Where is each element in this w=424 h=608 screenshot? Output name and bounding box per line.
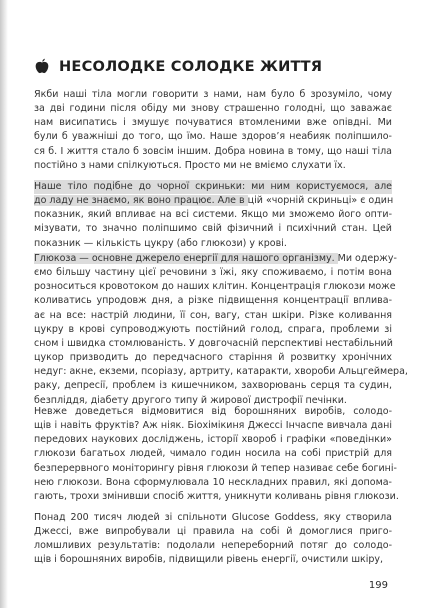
text-line: глюкози багатьох людей, чимало годин носила на собі пристрій для — [34, 448, 392, 460]
text-line: сном і швидка стомлюваність. У довгочасній перспективі нестабільний — [34, 337, 393, 349]
text-line: ся б. І життя стало б зовсім іншим. Добра новина в тому, що наші тіла — [34, 145, 392, 157]
text-line: гають, трохи змінивши спосіб життя, уникнути коливань рівня глюкози. — [34, 490, 399, 502]
text-line: цукру в крові супроводжують постійний голод, спрага, проблеми зі — [34, 323, 392, 335]
page-number: 199 — [368, 580, 388, 591]
text-line: ємо більшу частину цієї речовини з їжі, яку споживаємо, і потім вона — [34, 267, 392, 279]
text-line: щів і навіть фруктів? Аж ніяк. Біохімікиня Джессі Інчаспе вивчала дані — [34, 420, 392, 432]
text-line: раку, депресії, проблем із кишечником, захворювань серця та судин, — [34, 380, 392, 392]
text-line: щів і борошняних виробів, підвищили рівень енергії, очистили шкіру, — [34, 554, 384, 566]
text-line: показник, який впливає на всі системи. Якщо ми зможемо його опти- — [34, 209, 392, 221]
text-line — [34, 194, 392, 208]
paragraph-3 — [34, 252, 408, 408]
text-line: недуг: акне, екземи, псоріазу, артриту, катаракти, хвороби Альцгеймера, — [34, 366, 408, 378]
text-line: постійно з нами спілкуються. Просто ми не вміємо слухати їх. — [34, 159, 346, 171]
text-line: ає на все: настрій людини, її сон, вагу, стан шкіри. Різке коливання — [34, 309, 392, 321]
text-line: були б уважніші до того, що їмо. Наше здоров’я неабияк поліпшило- — [34, 131, 392, 143]
book-spine-shadow — [0, 0, 8, 608]
apple-icon — [35, 58, 49, 74]
text-line: показник — кількість цукру (або глюкози) у крові. — [34, 237, 287, 249]
text-line: Понад 200 тисяч людей зі спільноти Glucose Goddess, яку створила — [34, 512, 392, 523]
chapter-heading — [35, 54, 322, 78]
text-line — [34, 252, 397, 266]
text-line: Невже доведеться відмовитися від борошняних виробів, солодо- — [34, 406, 392, 417]
text-line: коливатись упродовж дня, а різке підвищення концентрації вплива- — [34, 295, 392, 307]
text-line: Наше тіло подібне до чорної скриньки: ми ним користуємося, але — [34, 180, 392, 194]
text-line: Якби наші тіла могли говорити з нами, нам було б зрозуміло, чому — [34, 89, 392, 100]
text-line: цукор призводить до передчасного старіння й розвитку хронічних — [34, 352, 392, 364]
paragraph-1 — [34, 88, 392, 173]
text-line-rest: Ми одержу- — [337, 253, 397, 264]
paragraph-5 — [34, 511, 392, 568]
text-line: передових наукових досліджень, історії хвороб і графіки «поведінки» — [34, 434, 392, 446]
text-line: мізувати, то значно поліпшимо свій фізичний і психічний стан. Цей — [34, 223, 392, 235]
text-line: нею глюкози. Вона сформулювала 10 нескладних правил, які допома- — [34, 476, 392, 488]
text-line: безпліддя, діабету другого типу й жирової дистрофії печінки. — [34, 394, 347, 406]
highlighted-text: до ладу не знаємо, як воно працює. Але в — [34, 195, 248, 207]
paragraph-2 — [34, 180, 392, 251]
text-line-rest: цій «чорній скриньці» є один — [247, 195, 394, 207]
text-line: Джессі, вже випробували ці правила на собі й домоглися приго- — [34, 526, 392, 538]
text-line: нам висипатись і змушує почуватися втомленими вже опівдні. Ми — [34, 117, 392, 129]
text-line: за дві години після обіду ми знову страшенно голодні, що заважає — [34, 103, 392, 115]
chapter-title: НЕСОЛОДКЕ СОЛОДКЕ ЖИТТЯ — [59, 57, 323, 75]
paragraph-4 — [34, 405, 399, 504]
text-line: ломшливих результатів: подолали непереборний потяг до солодо- — [34, 540, 392, 552]
text-line: розноситься кровотоком до наших клітин. Концентрація глюкози може — [34, 281, 396, 293]
highlighted-text: Глюкоза — основне джерело енергії для нашого організму. — [34, 253, 338, 264]
text-line: безперервного моніторингу рівня глюкози й тепер називає себе богині- — [34, 462, 397, 474]
